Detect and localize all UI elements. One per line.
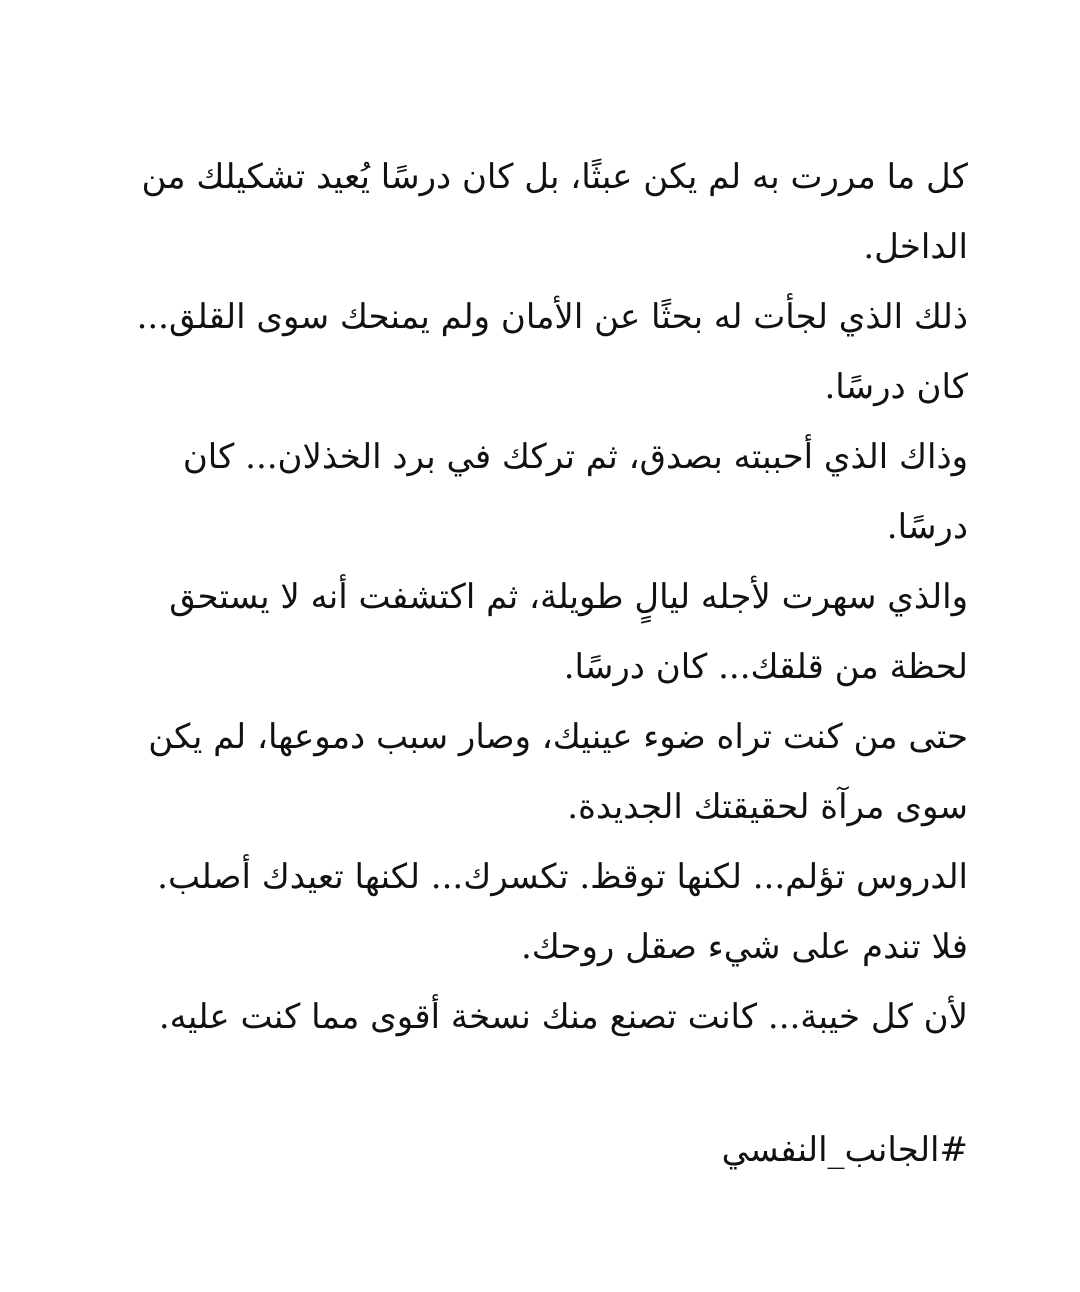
text-line-1: كل ما مررت به لم يكن عبثًا، بل كان درسًا يُعيد تشكيلك من	[141, 157, 968, 197]
text-line-5: وذاك الذي أحببته بصدق، ثم تركك في برد الخذلان... كان	[182, 437, 968, 477]
text-line-4: كان درسًا.	[824, 367, 968, 407]
text-line-12: فلا تندم على شيء صقل روحك.	[520, 927, 968, 967]
text-line-7: والذي سهرت لأجله ليالٍ طويلة، ثم اكتشفت أنه لا يستحق	[169, 577, 968, 617]
text-line-2: الداخل.	[863, 227, 968, 267]
quote-text-block	[108, 142, 968, 1052]
text-line-11: الدروس تؤلم... لكنها توقظ. تكسرك... لكنها تعيدك أصلب.	[157, 857, 968, 897]
text-line-3: ذلك الذي لجأت له بحثًا عن الأمان ولم يمنحك سوى القلق...	[136, 297, 968, 337]
text-line-10: سوى مرآة لحقيقتك الجديدة.	[567, 787, 968, 827]
text-line-9: حتى من كنت تراه ضوء عينيك، وصار سبب دموعها، لم يكن	[148, 717, 968, 757]
text-line-8: لحظة من قلقك... كان درسًا.	[563, 647, 968, 687]
text-line-6: درسًا.	[886, 507, 968, 547]
hashtag-text[interactable]: #الجانب_النفسي	[721, 1130, 968, 1170]
text-line-13: لأن كل خيبة... كانت تصنع منك نسخة أقوى مما كنت عليه.	[158, 997, 968, 1037]
